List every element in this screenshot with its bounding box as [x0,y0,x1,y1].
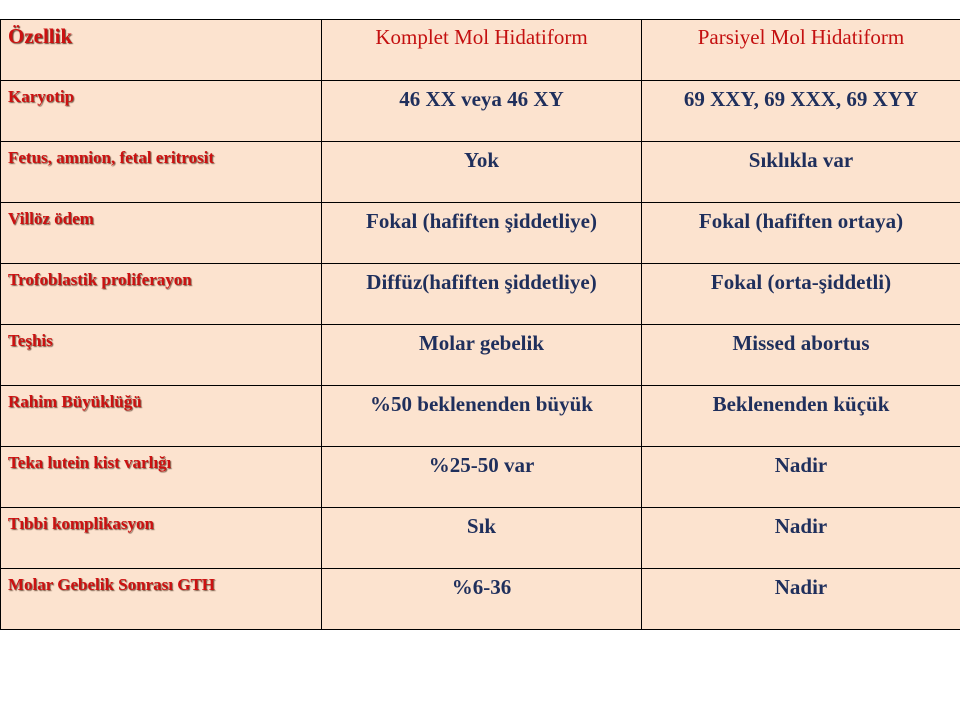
table-row [1,142,960,203]
feature-label: Teşhis [8,331,53,350]
partial-cell [642,569,960,630]
complete-value: 46 XX veya 46 XY [399,87,564,111]
header-cell-complete [322,20,642,81]
partial-cell [642,386,960,447]
complete-value: Yok [463,148,500,172]
feature-cell [1,325,322,386]
feature-cell [1,386,322,447]
feature-cell [1,203,322,264]
partial-cell [642,264,960,325]
feature-label: Fetus, amnion, fetal eritrosit [8,148,215,167]
feature-label: Tıbbi komplikasyon [8,514,154,533]
complete-value: %50 beklenenden büyük [370,392,593,416]
feature-cell [1,569,322,630]
table-row [1,386,960,447]
partial-cell [642,81,960,142]
table-row [1,81,960,142]
header-partial-label: Parsiyel Mol Hidatiform [697,25,905,49]
feature-label: Karyotip [8,87,75,106]
complete-value: Diffüz(hafiften şiddetliye) [366,270,597,294]
partial-cell [642,203,960,264]
complete-cell [322,569,642,630]
table-row [1,508,960,569]
complete-value: Sık [466,514,497,538]
partial-value: Sıklıkla var [748,148,854,172]
feature-cell [1,508,322,569]
complete-value: %6-36 [451,575,512,599]
header-complete-label: Komplet Mol Hidatiform [375,25,588,49]
table-header-row [1,20,960,81]
partial-value: 69 XXY, 69 XXX, 69 XYY [683,87,919,111]
table-row [1,203,960,264]
partial-cell [642,508,960,569]
complete-cell [322,203,642,264]
table-row [1,447,960,508]
partial-cell [642,142,960,203]
table-row [1,325,960,386]
comparison-table [0,19,960,630]
partial-value: Nadir [774,453,828,477]
partial-value: Fokal (orta-şiddetli) [710,270,892,294]
feature-cell [1,81,322,142]
complete-value: Molar gebelik [418,331,544,355]
complete-cell [322,264,642,325]
complete-value: Fokal (hafiften şiddetliye) [366,209,597,233]
feature-label: Teka lutein kist varlığı [8,453,172,472]
feature-label: Molar Gebelik Sonrası GTH [8,575,216,594]
complete-cell [322,508,642,569]
partial-value: Nadir [774,514,828,538]
complete-cell [322,142,642,203]
partial-value: Missed abortus [732,331,870,355]
complete-value: %25-50 var [428,453,535,477]
partial-value: Fokal (hafiften ortaya) [698,209,904,233]
complete-cell [322,447,642,508]
header-cell-feature [1,20,322,81]
feature-label: Villöz ödem [8,209,94,228]
feature-cell [1,447,322,508]
table-row [1,569,960,630]
partial-cell [642,447,960,508]
feature-cell [1,142,322,203]
header-feature-label: Özellik [8,24,73,48]
partial-cell [642,325,960,386]
feature-label: Rahim Büyüklüğü [8,392,142,411]
header-cell-partial [642,20,960,81]
feature-label: Trofoblastik proliferayon [8,270,192,289]
partial-value: Nadir [774,575,828,599]
partial-value: Beklenenden küçük [712,392,890,416]
complete-cell [322,325,642,386]
complete-cell [322,386,642,447]
feature-cell [1,264,322,325]
table-row [1,264,960,325]
complete-cell [322,81,642,142]
